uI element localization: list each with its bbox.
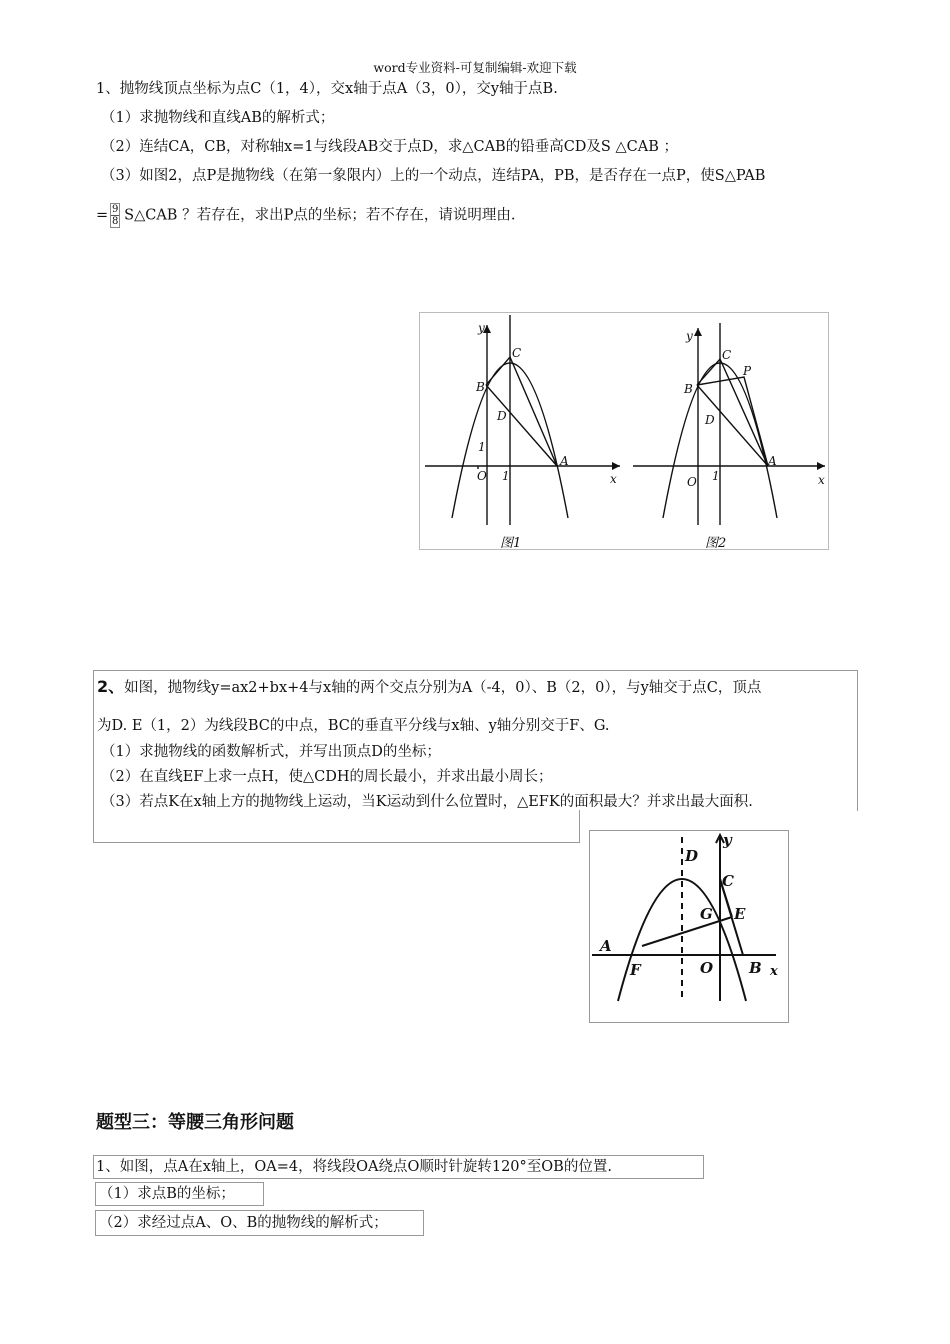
q1-stem: 1、抛物线顶点坐标为点C（1，4），交x轴于点A（3，0），交y轴于点B. — [96, 81, 558, 97]
fig2-labels — [683, 329, 825, 549]
fig2-label-y: y — [686, 329, 693, 343]
q1-part3-continued — [96, 203, 515, 228]
q2-stem-text: 如图，抛物线y=ax2+bx+4与x轴的两个交点分别为A（-4，0）、B（2，0），与y轴交于点C，顶点 — [124, 680, 762, 696]
section3-part1: （1）求点B的坐标； — [99, 1186, 235, 1202]
equals-sign: = — [96, 207, 109, 224]
fig1-x-arrow-icon — [612, 462, 620, 470]
fig1-label-d: D — [497, 409, 507, 423]
fig2-label-b: B — [684, 382, 693, 396]
fig2-y-arrow-icon — [694, 328, 702, 336]
fraction-denominator: 8 — [111, 216, 119, 227]
q2-label-a: A — [600, 937, 612, 955]
q2-part3: （3）若点K在x轴上方的抛物线上运动，当K运动到什么位置时，△EFK的面积最大？并求出最大面积. — [101, 794, 753, 810]
q2-label-c: C — [722, 872, 734, 890]
section3-part2: （2）求经过点A、O、B的抛物线的解析式； — [99, 1215, 388, 1231]
fig2-label-p: P — [743, 364, 752, 378]
section3-q1-stem: 1、如图，点A在x轴上，OA=4，将线段OA绕点O顺时针旋转120°至OB的位置. — [96, 1159, 612, 1175]
fig2-label-one-x: 1 — [712, 469, 720, 483]
q1-part3: （3）如图2，点P是抛物线（在第一象限内）上的一个动点，连结PA，PB，是否存在一点P，使S△PAB — [101, 168, 766, 184]
fig1-label-b: B — [476, 380, 485, 394]
fig2-label-o: O — [687, 475, 697, 489]
fig2-label-a: A — [768, 454, 777, 468]
q2-box-bottom — [93, 810, 580, 843]
q2-label-d: D — [685, 847, 699, 865]
q2-stem-line2: 为D. E（1，2）为线段BC的中点，BC的垂直平分线与x轴、y轴分别交于F、G. — [97, 718, 610, 734]
q1-part3-tail: S△CAB ？若存在，求出P点的坐标；若不存在，请说明理由. — [124, 207, 516, 224]
figure-1 — [425, 315, 620, 525]
q2-label-g: G — [700, 905, 713, 923]
q1-part1: （1）求抛物线和直线AB的解析式； — [101, 110, 335, 126]
q2-label-y: y — [723, 831, 732, 849]
fig2-label-x: x — [818, 473, 825, 487]
q2-line-fe — [642, 917, 732, 946]
q1-figures-svg — [420, 313, 828, 549]
q2-number: 2、 — [97, 677, 125, 696]
q2-stem-line1 — [97, 677, 761, 698]
q2-labels — [598, 831, 778, 979]
fig1-labels — [475, 321, 617, 549]
fig1-label-x: x — [610, 472, 617, 486]
page-header: word专业资料-可复制编辑-欢迎下载 — [373, 60, 577, 75]
q1-part2: （2）连结CA，CB，对称轴x=1与线段AB交于点D，求△CAB的铅垂高CD及S △CAB ； — [101, 139, 678, 155]
fig1-label-one-y: 1 — [478, 440, 486, 454]
q2-part2: （2）在直线EF上求一点H，使△CDH的周长最小，并求出最小周长； — [101, 769, 553, 785]
q2-part1: （1）求抛物线的函数解析式，并写出顶点D的坐标； — [101, 744, 441, 760]
q2-label-e: E — [734, 905, 746, 923]
fig1-label-one-x: 1 — [502, 469, 510, 483]
q2-figure-svg — [590, 831, 788, 1022]
fig2-label-d: D — [705, 413, 715, 427]
fig1-label-y: y — [478, 321, 485, 335]
fig1-label-c: C — [512, 346, 522, 360]
q2-label-b: B — [749, 959, 762, 977]
fig2-label-c: C — [722, 348, 732, 362]
q2-label-f: F — [630, 961, 641, 979]
fraction-numerator: 9 — [111, 204, 119, 215]
fig1-label-a: A — [560, 454, 569, 468]
fig1-caption: 图1 — [500, 536, 522, 549]
fig1-label-o: O — [477, 469, 487, 483]
fig2-caption: 图2 — [705, 536, 727, 549]
fraction-9-8 — [110, 203, 120, 228]
q2-figure-panel — [589, 830, 789, 1023]
fig2-x-arrow-icon — [817, 462, 825, 470]
section3-title: 题型三：等腰三角形问题 — [96, 1112, 294, 1133]
q2-label-x: x — [770, 964, 778, 979]
q2-label-o: O — [700, 959, 714, 977]
q1-figure-panel — [419, 312, 829, 550]
